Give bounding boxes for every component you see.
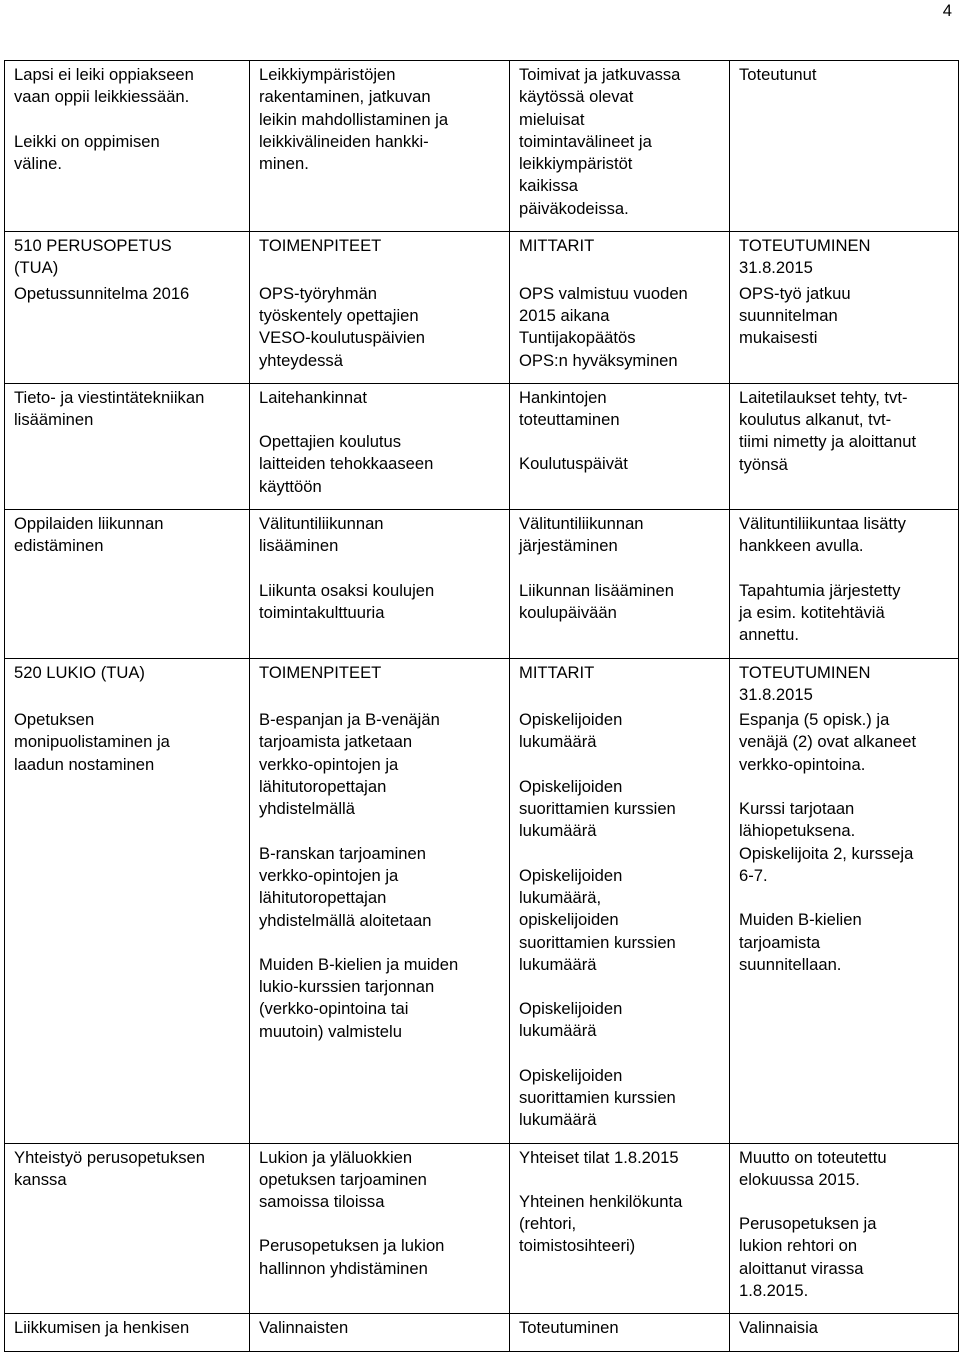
cell-paragraph: Lukion ja yläluokkien opetuksen tarjoaminen samoissa tiloissa: [259, 1147, 427, 1212]
cell-paragraph: OPS-työryhmän työskentely opettajien VESO-koulutuspäivien yhteydessä: [259, 283, 426, 370]
cell-paragraph: Opiskelijoiden lukumäärä, opiskelijoiden suorittamien kurssien lukumäärä: [519, 865, 676, 974]
cell-paragraph: Yhteiset tilat 1.8.2015: [519, 1147, 679, 1167]
cell-paragraph: Liikunta osaksi koulujen toimintakulttuuria: [259, 580, 435, 622]
column-header-status: TOTEUTUMINEN 31.8.2015: [739, 236, 871, 278]
action-cell: [250, 383, 510, 509]
page-number: 4: [942, 1, 952, 20]
cell-paragraph: Välituntiliikunnan järjestäminen: [519, 514, 644, 556]
goal-cell: [5, 1143, 250, 1314]
metric-cell-text: Toteutuminen: [519, 1318, 619, 1338]
cell-paragraph: Opiskelijoiden lukumäärä: [519, 710, 623, 752]
cell-paragraph: Hankintojen toteuttaminen: [519, 387, 620, 430]
status-cell-text: Valinnaisia: [739, 1318, 819, 1338]
cell-paragraph: Laitetilaukset tehty, tvt- koulutus alkanut, tvt- tiimi nimetty ja aloittanut työnsä: [739, 387, 917, 474]
cell-paragraph: Perusopetuksen ja lukion rehtori on aloittanut virassa 1.8.2015.: [739, 1214, 877, 1301]
cell-paragraph: Opiskelijoiden suorittamien kurssien lukumäärä: [519, 776, 676, 841]
cell-paragraph: Opiskelijoiden suorittamien kurssien lukumäärä: [519, 1065, 676, 1130]
action-cell-text: Valinnaisten: [259, 1318, 349, 1338]
table-row: [5, 383, 959, 509]
table-row: [5, 706, 959, 1143]
status-cell: [730, 383, 959, 509]
cell-paragraph: Välituntiliikunnan lisääminen: [259, 514, 384, 556]
metric-cell: [510, 1143, 730, 1314]
goal-cell: [5, 61, 250, 232]
cell-paragraph: Opiskelijoiden lukumäärä: [519, 999, 623, 1041]
action-cell: [250, 510, 510, 658]
paragraph-gap: [519, 1043, 721, 1065]
metric-cell: [510, 383, 730, 509]
cell-paragraph: Oppilaiden liikunnan edistäminen: [14, 514, 164, 556]
metric-cell: [510, 280, 730, 384]
status-cell: [730, 280, 959, 384]
cell-paragraph: Koulutuspäivät: [519, 454, 628, 474]
cell-paragraph: Välituntiliikuntaa lisätty hankkeen avulla.: [739, 514, 906, 556]
cell-paragraph: Toteutunut: [739, 65, 817, 84]
paragraph-gap: [259, 558, 501, 580]
metric-cell: [510, 61, 730, 232]
metric-cell: [510, 510, 730, 658]
action-cell: [250, 706, 510, 1143]
cell-paragraph: Yhteinen henkilökunta (rehtori, toimistosihteeri): [519, 1191, 683, 1256]
cell-paragraph: Tieto- ja viestintätekniikan lisääminen: [14, 387, 205, 430]
cell-paragraph: Espanja (5 opisk.) ja venäjä (2) ovat alkaneet verkko-opintoina.: [739, 710, 917, 774]
table-row: [5, 1314, 959, 1351]
cell-paragraph: B-espanjan ja B-venäjän tarjoamista jatketaan verkko-opintojen ja lähitutoropettajan yhdistelmällä: [259, 710, 440, 819]
cell-paragraph: OPS valmistuu vuoden 2015 aikana Tuntijakopäätös OPS:n hyväksyminen: [519, 283, 688, 370]
table-row: [5, 510, 959, 658]
cell-paragraph: Muiden B-kielien ja muiden lukio-kurssien tarjonnan (verkko-opintoina tai muutoin) valmistelu: [259, 954, 459, 1041]
section-header-row: [5, 658, 959, 706]
cell-paragraph: Muutto on toteutettu elokuussa 2015.: [739, 1147, 887, 1189]
paragraph-gap: [519, 431, 721, 453]
paragraph-gap: [739, 776, 950, 798]
section-heading-510: 510 PERUSOPETUS (TUA): [14, 236, 172, 278]
section-heading-520: 520 LUKIO (TUA): [14, 662, 145, 682]
paragraph-gap: [519, 843, 721, 865]
column-header-actions: TOIMENPITEET: [259, 236, 382, 256]
action-cell: [250, 280, 510, 384]
cell-paragraph: Lapsi ei leiki oppiakseen vaan oppii leikkiessään.: [14, 65, 194, 107]
paragraph-gap: [259, 1213, 501, 1235]
paragraph-gap: [519, 754, 721, 776]
paragraph-gap: [14, 109, 241, 131]
goal-cell-text: Liikkumisen ja henkisen: [14, 1318, 190, 1338]
table-row: [5, 1143, 959, 1314]
paragraph-gap: [739, 1191, 950, 1213]
cell-paragraph: OPS-työ jatkuu suunnitelman mukaisesti: [739, 283, 851, 348]
status-cell: [730, 61, 959, 232]
cell-paragraph: Kurssi tarjotaan lähiopetuksena. Opiskelijoita 2, kursseja 6-7.: [739, 799, 914, 885]
goal-cell: [5, 510, 250, 658]
cell-paragraph: Laitehankinnat: [259, 387, 367, 407]
paragraph-gap: [739, 887, 950, 909]
cell-paragraph: Leikkiympäristöjen rakentaminen, jatkuvan leikin mahdollistaminen ja leikkivälineiden hankki- minen.: [259, 65, 449, 174]
action-cell: [250, 1143, 510, 1314]
section-header-row: [5, 232, 959, 280]
status-cell: [730, 706, 959, 1143]
column-header-metrics: MITTARIT: [519, 236, 595, 256]
cell-paragraph: Opetuksen monipuolistaminen ja laadun nostaminen: [14, 710, 170, 774]
column-header-status: TOTEUTUMINEN 31.8.2015: [739, 662, 871, 704]
status-cell: [730, 1143, 959, 1314]
paragraph-gap: [519, 558, 721, 580]
paragraph-gap: [519, 1169, 721, 1191]
cell-paragraph: Tapahtumia järjestetty ja esim. kotitehtäviä annettu.: [739, 580, 901, 645]
goal-cell: [5, 383, 250, 509]
cell-paragraph: Opetussunnitelma 2016: [14, 283, 190, 303]
goal-cell: [5, 706, 250, 1143]
cell-paragraph: Opettajien koulutus laitteiden tehokkaaseen käyttöön: [259, 432, 434, 496]
cell-paragraph: Liikunnan lisääminen koulupäivään: [519, 580, 674, 622]
cell-paragraph: Perusopetuksen ja lukion hallinnon yhdistäminen: [259, 1236, 445, 1278]
paragraph-gap: [259, 932, 501, 954]
column-header-actions: TOIMENPITEET: [259, 662, 382, 682]
plan-table: [4, 60, 959, 1352]
cell-paragraph: Toimivat ja jatkuvassa käytössä olevat mieluisat toimintavälineet ja leikkiympäristöt kaikissa päiväkodeissa.: [519, 65, 681, 218]
table-row: [5, 61, 959, 232]
goal-cell: [5, 280, 250, 384]
paragraph-gap: [519, 976, 721, 998]
cell-paragraph: Yhteistyö perusopetuksen kanssa: [14, 1147, 205, 1189]
cell-paragraph: Leikki on oppimisen väline.: [14, 131, 160, 173]
metric-cell: [510, 706, 730, 1143]
action-cell: [250, 61, 510, 232]
cell-paragraph: B-ranskan tarjoaminen verkko-opintojen ja lähitutoropettajan yhdistelmällä aloitetaan: [259, 843, 432, 930]
status-cell: [730, 510, 959, 658]
paragraph-gap: [259, 409, 501, 431]
table-row: [5, 280, 959, 384]
paragraph-gap: [259, 821, 501, 843]
cell-paragraph: Muiden B-kielien tarjoamista suunnitellaan.: [739, 910, 862, 974]
paragraph-gap: [739, 558, 950, 580]
column-header-metrics: MITTARIT: [519, 662, 595, 682]
